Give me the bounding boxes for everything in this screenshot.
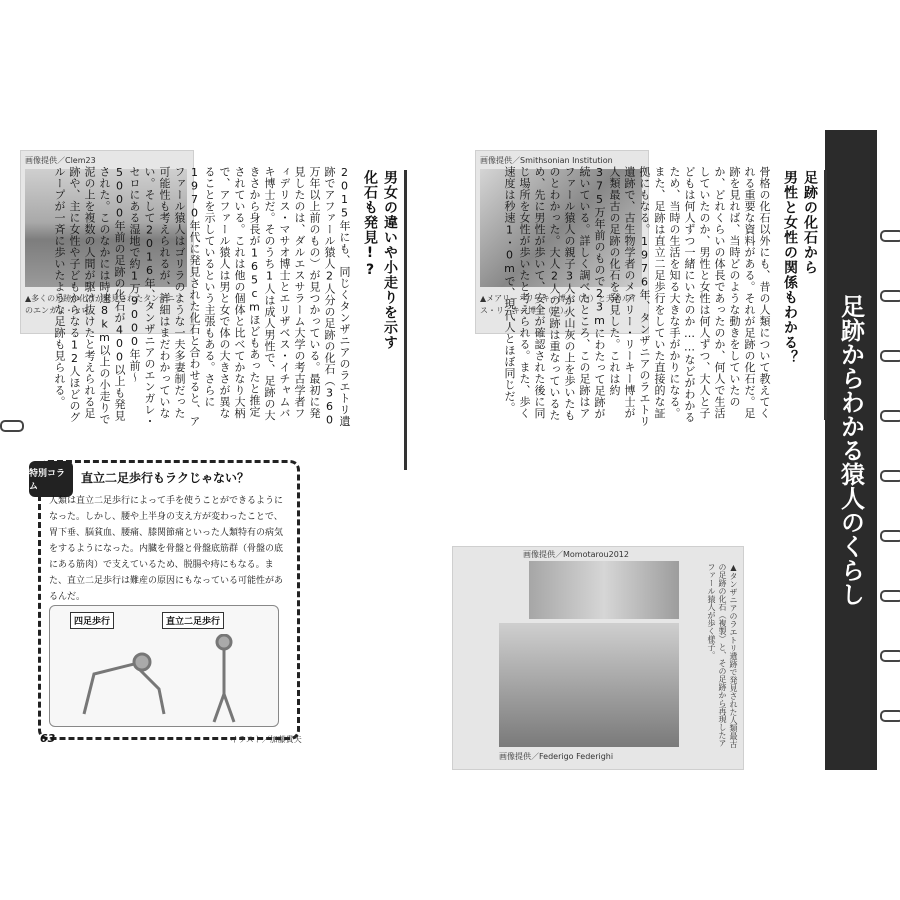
binder-ring <box>880 290 900 302</box>
page-number: 63 <box>40 732 56 745</box>
special-column-box <box>29 460 300 740</box>
footprint-photo <box>529 561 679 619</box>
binder-ring <box>880 350 900 362</box>
binder-ring <box>880 230 900 242</box>
skeleton-figure-box <box>49 605 279 727</box>
photo-caption: ▲多くの足跡の化石が発見されたタンザニアのエンガレ・セロ。 <box>25 294 183 315</box>
badge-label: 特別コラム <box>29 469 66 492</box>
column-body: 人類は直立二足歩行によって手を使うことができるようになった。しかし、腰や上半身の支え方が変わったことで、胃下垂、脳貧血、腰痛、膝関節痛といった人類特有の病気をするようになった。内臓を骨盤と骨盤底筋群（骨盤の底にある筋肉）で支えているため、脱腸や痔にもなる。また、直立二足歩行は難産の原因にもなっている可能性があるんだ。 <box>49 496 284 602</box>
binder-ring <box>880 650 900 662</box>
page-title: 足跡からわかる猿人のくらし <box>836 294 865 606</box>
column-badge <box>29 461 73 497</box>
left-page <box>0 130 440 770</box>
skeleton-illustration <box>64 634 264 724</box>
binder-ring <box>880 410 900 422</box>
binder-ring <box>880 530 900 542</box>
binder-ring <box>880 470 900 482</box>
heading-line-1: 足跡の化石から <box>802 170 818 275</box>
illustration-credit: イラスト／加藤貴夫 <box>230 735 302 744</box>
label-biped: 直立二足歩行 <box>162 612 224 629</box>
right-page <box>450 130 900 770</box>
photo-credit-federighi: 画像提供／Federigo Federighi <box>499 752 614 761</box>
photo-caption: ▲メアリー・リーキー博士（右）と夫のルイス・リーキー博士（左）。 <box>480 294 638 315</box>
photo-caption-laetoli: ▲タンザニアのラエトリ遺跡で発見された人類最古の足跡の化石（複製）と、その足跡から再現したアファール猿人が歩く様子。 <box>707 563 738 748</box>
heading-line-2: 男性と女性の関係もわかる？ <box>782 170 798 365</box>
binder-ring <box>880 590 900 602</box>
heading-line-1: 男女の違いや小走りを示す <box>382 170 398 350</box>
column-title: 直立二足歩行もラクじゃない？ <box>81 471 250 485</box>
photo-panel-laetoli <box>452 546 744 770</box>
section-heading-2 <box>780 170 827 420</box>
section-heading-1 <box>360 170 407 470</box>
photo-credit-momotarou: 画像提供／Momotarou2012 <box>523 550 629 559</box>
title-bar <box>825 130 877 770</box>
photo-credit: 画像提供／Smithsonian Institution <box>480 156 613 165</box>
heading-line-2: 化石も発見!? <box>362 170 378 279</box>
binder-ring <box>880 710 900 722</box>
biped-skeleton <box>214 635 234 722</box>
reconstruction-photo <box>499 623 679 747</box>
binder-ring <box>0 420 24 432</box>
label-quadruped: 四足歩行 <box>70 612 114 629</box>
section-body-2: 骨格の化石以外にも、昔の人類について教えてくれる重要な資料がある。それが足跡の化石だ。足跡を見れば、当時どのような動きをしていたのか、どれくらいの体長であったのか、何人で生活していたのか、男性と女性は何人ずつ、大人と子どもは何人ずつ一緒にいたのか……などがわかるため、当時の生活を知る大きな手がかりになる。また、足跡は直立二足歩行をしていた直接的な証拠にもなる。1976年、タンザニアのラエトリ遺跡で、古生物学者のメアリー・リーキー博士が人類最古の足跡の化石を発見した。これは約375万年前のもので23mにわたって足跡が続いている。詳しく調べたところ、この足跡はアファール猿人の親子3人が火山灰の上を歩いたものとわかった。大人2人の足跡は重なっているため、先に男性が歩いて、安全が確認された後に同じ場所を女性が歩いたと考えられる。また、歩く速度は秒速1・0mで、現代人とほぼ同じだ。 <box>503 166 771 427</box>
quadruped-skeleton <box>84 654 164 714</box>
section-body-1: 2015年にも、同じくタンザニアのラエトリ遺跡でアファール猿人2人分の足跡の化石（360万年以上前のもの）が見つかっている。最初に発見したのは、ダルエスサラーム大学の考古学者フィデリス・マサオ博士とエリザベス・イチャムバキ博士だ。そのうち1人は成人男性で、足跡の大きさから身長が165cmほどもあったと推定されている。これは他の個体と比べてかなり大柄で、アファール猿人は男と女で体の大きさが異なることを示しているという主張もある。さらに1970年代に発見された化石と合わせると、アファール猿人はゴリラのような一夫多妻制だった可能性も考えられるが、詳細はまだわかっていない。そして2016年、タンザニアのエンガレ・セロにある湿地で約1万9000年前〜5000年前の足跡の化石が400以上も発見された。このなかには時速8km以上の小走りで泥の上を複数の人間が駆け抜けたと考えられる足跡や、主に女性や子どもからなる12人ほどのグループが一斉に歩いたような足跡も見られる。 <box>53 166 351 427</box>
photo-credit: 画像提供／Clem23 <box>25 156 96 165</box>
